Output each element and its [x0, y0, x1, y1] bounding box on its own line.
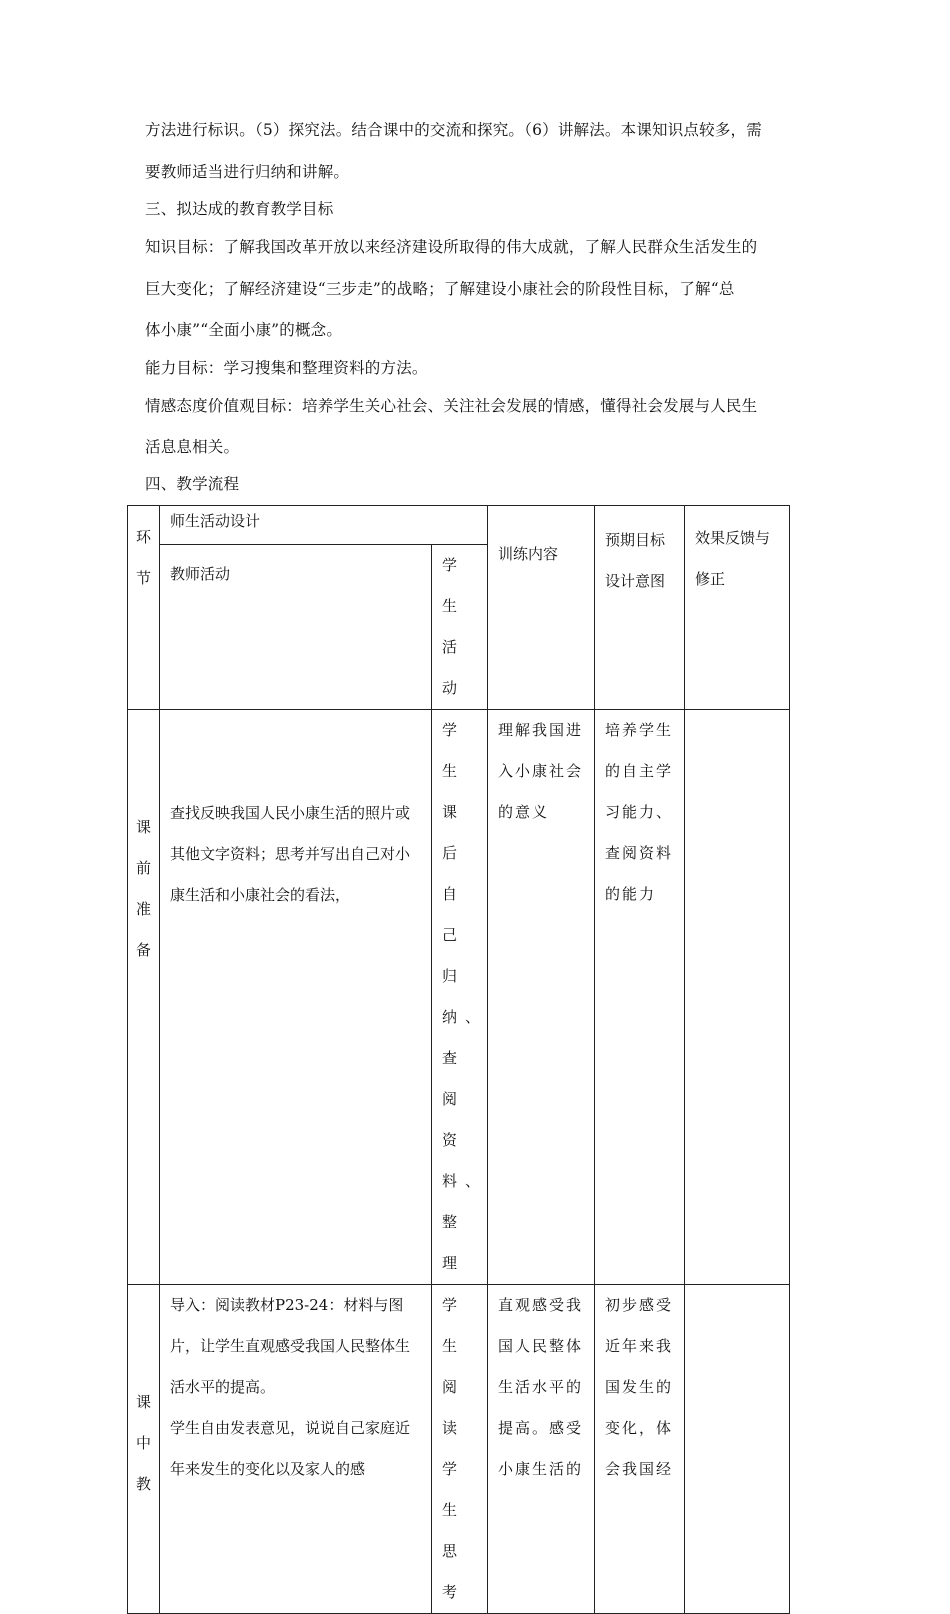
stage-cell: 课中教: [128, 1285, 160, 1614]
body-paragraph: 情感态度价值观目标：培养学生关心社会、关注社会发展的情感，懂得社会发展与人民生: [145, 397, 758, 415]
table-header-row: [128, 506, 790, 545]
teaching-flow-table: [127, 505, 790, 1614]
header-teacher: 教师活动: [160, 545, 432, 710]
body-paragraph: 巨大变化；了解经济建设“三步走”的战略；了解建设小康社会的阶段性目标，了解“总: [145, 280, 735, 298]
teacher-activity-cell: [160, 1285, 432, 1614]
header-stage: 环节: [128, 506, 160, 710]
header-feedback: 效果反馈与修正: [685, 506, 790, 710]
teacher-activity-cell: 查找反映我国人民小康生活的照片或其他文字资料；思考并写出自己对小康生活和小康社会的看法，: [160, 710, 432, 1285]
student-activity-cell: 学生课后自己归纳、查阅资料、整理: [432, 710, 488, 1285]
feedback-cell: [685, 710, 790, 1285]
table-row: [128, 710, 790, 1285]
goal-cell: 初步感受近年来我国发生的变化，体会我国经: [595, 1285, 685, 1614]
student-activity-cell: [432, 1285, 488, 1614]
body-paragraph: 方法进行标识。（5）探究法。结合课中的交流和探究。（6）讲解法。本课知识点较多，需: [145, 121, 762, 139]
stage-cell: 课前准备: [128, 710, 160, 1285]
table-row: [128, 1285, 790, 1614]
body-paragraph: 要教师适当进行归纳和讲解。: [145, 163, 350, 181]
training-content-cell: 直观感受我国人民整体生活水平的提高。感受小康生活的: [488, 1285, 595, 1614]
student-activity-read: 学生阅读: [442, 1296, 466, 1437]
teacher-activity-intro: 导入：阅读教材P23-24：材料与图片，让学生直观感受我国人民整体生活水平的提高。: [170, 1296, 411, 1396]
section-heading: 四、教学流程: [145, 475, 240, 493]
section-heading: 三、拟达成的教育教学目标: [145, 200, 334, 218]
header-training: 训练内容: [488, 506, 595, 710]
body-paragraph: 能力目标：学习搜集和整理资料的方法。: [145, 359, 428, 377]
goal-cell: 培养学生的自主学习能力、查阅资料的能力: [595, 710, 685, 1285]
header-design: 师生活动设计: [160, 506, 488, 545]
training-content-cell: 理解我国进入小康社会的意义: [488, 710, 595, 1285]
header-goal: 预期目标设计意图: [595, 506, 685, 710]
body-paragraph: 体小康”“全面小康”的概念。: [145, 321, 343, 339]
body-paragraph: 知识目标：了解我国改革开放以来经济建设所取得的伟大成就，了解人民群众生活发生的: [145, 238, 758, 256]
teacher-activity-discussion: 学生自由发表意见，说说自己家庭近年来发生的变化以及家人的感: [170, 1419, 411, 1478]
body-paragraph: 活息息相关。: [145, 438, 240, 456]
feedback-cell: [685, 1285, 790, 1614]
student-activity-think: 学生思考: [442, 1460, 466, 1601]
header-student: 学生活动: [432, 545, 488, 710]
